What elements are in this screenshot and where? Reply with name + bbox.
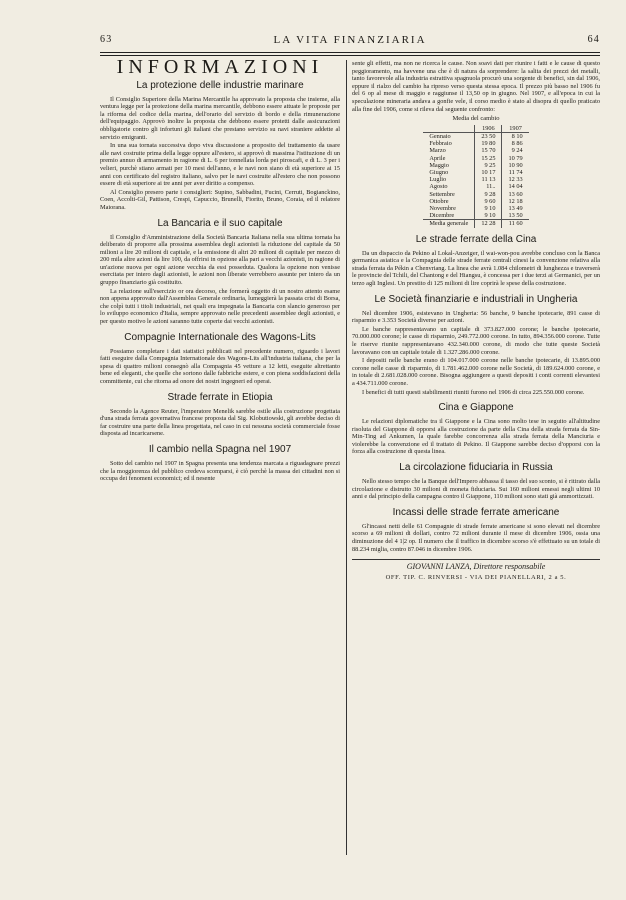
signature: GIOVANNI LANZA, Direttore responsabile	[352, 559, 600, 571]
value-1907-cell: 10 90	[502, 162, 529, 169]
table-row	[423, 176, 528, 183]
value-1906-cell: 10 17	[475, 169, 502, 176]
value-1906-cell: 15 25	[475, 155, 502, 162]
article-paragraph: In una sua tornata successiva dopo viva discussione a proposito del trattamento da usare alle navi costruite prima della legge oppure all'estero, si approvò di massima l'istituzione di un premio annuo di armamento in ragione di L. 6 per tonnellata lorda pei piroscafi, e di L. 3 per i velieri, purchè stiano armati per 10 mesi dell'anno, e le navi non siano di età superiore ai 15 anni con certificato del registro italiano, salvo per le navi costruite all'estero che non possono essere di età superiore ai tre anni per aver diritto a compenso.	[100, 142, 340, 188]
value-1906-cell: 19 80	[475, 140, 502, 147]
table-row	[423, 191, 528, 198]
page-number-left: 63	[100, 34, 113, 45]
month-cell: Novembre	[429, 204, 456, 212]
article-paragraph: Da un dispaccio da Pekino al Lokal-Anzeiger, il wai-won-pou avrebbe concluso con la Banca germanica asiatica e la Compagnia delle strade ferrate centrali cinesi la convenzione relativa alla strada ferrata da Pékin a Chenvriang. La linea che avrà 1.084 chilometri di lunghezza e traverserà le provincie del Tchili, del Chantong e del Hiangsu, è concessa per i due terzi ai Germanici, per un terzo agli Inglesi. Un prestito di 125 milioni di lire coprirà le spese della costruzione.	[352, 249, 600, 287]
table-row	[423, 132, 528, 140]
month-cell: Maggio	[429, 161, 449, 169]
value-1907-cell: 12 18	[502, 198, 529, 205]
article-title: La protezione delle industrie marinare	[136, 79, 304, 91]
page-header	[100, 34, 600, 46]
page-number-right: 64	[587, 34, 600, 45]
table-total-row	[423, 220, 528, 228]
article-title: La Bancaria e il suo capitale	[157, 217, 283, 229]
month-cell: Dicembre	[429, 212, 455, 220]
value-1906-cell: 9 60	[475, 198, 502, 205]
month-cell: Giugno	[429, 168, 449, 176]
total-1906: 12 28	[475, 220, 502, 228]
value-1906-cell: 11..	[475, 183, 502, 190]
article-paragraph: Nello stesso tempo che la Banque dell'Impero abbassa il tasso del suo sconto, si è ritirato dalla circolazione e distrutto 30 milioni di moneta fiduciaria. Sui 160 milioni emessi negli ultimi 10 anni e dal principio della campagna contro il Giappone, 110 milioni sono stati già ammortizzati.	[352, 478, 600, 501]
printer-line: OFF. TIP. C. RINVERSI - VIA DEI PIANELLARI, 2 a 5.	[385, 573, 567, 581]
left-column	[100, 60, 340, 484]
article-title: Strade ferrate in Etiopia	[167, 391, 273, 403]
value-1907-cell: 8 10	[502, 132, 529, 140]
table-row	[423, 147, 528, 154]
exchange-table	[423, 125, 528, 228]
article-title: Le Società finanziarie e industriali in Ungheria	[374, 293, 578, 305]
right-column	[352, 60, 600, 581]
value-1907-cell: 8 86	[502, 140, 529, 147]
value-1907-cell: 14 04	[502, 183, 529, 190]
article-title: La circolazione fiduciaria in Russia	[399, 462, 553, 474]
article-paragraph: I depositi nelle banche erano di 104.017.000 corone nelle banche ipotecarie, di 13.895.000 corone nelle casse di risparmio, di 1.781.462.000 corone nelle Società, di 189.624.000 corone, e in totale di 2.681.028.000 corone. Bisogna aggiungere a questi depositi i conti correnti elevantesi a 434.711.000 corone.	[352, 357, 600, 387]
header-rule	[100, 52, 600, 53]
table-caption: Media del cambio	[452, 115, 500, 123]
value-1907-cell: 12 33	[502, 176, 529, 183]
value-1906-cell: 11 13	[475, 176, 502, 183]
article-paragraph: Possiamo completare i dati statistici pubblicati nel precedente numero, riguardo i lavori fatti eseguire dalla Compagnia Internationale des Wagons-Lits all'industria italiana, che per la spesa di quattro milioni consegnò alla Compagnia 45 vetture a 12 letti, eseguite altrettanto bene ed eleganti, che quelle che sortono dalle fabbriche estere, e con piena soddisfazioni della committente, cui che ritorna ad onore dei nostri ingegneri ed operai.	[100, 347, 340, 385]
month-cell: Gennaio	[429, 132, 451, 140]
value-1907-cell: 13 49	[502, 205, 529, 212]
month-cell: Febbraio	[429, 140, 452, 148]
article-paragraph: La relazione sull'esercizio or ora decorso, che formerà oggetto di un nostro attento esame non appena approvato dall'Assemblea Generale ordinaria, lumeggierà la passata crisi di Borsa, che colpì tutti i titoli industriali, nei quali era impegnata la Bancaria con slancio generoso per lo sviluppo economico d'Italia, sempre approvato nelle precedenti assemblee degli azionisti, e per questo motivo le azioni saranno tutte coperte dai vecchi azionisti.	[100, 287, 340, 326]
table-row	[423, 183, 528, 190]
table-row	[423, 140, 528, 147]
article-title: Le strade ferrate della Cina	[415, 233, 537, 245]
table-header-row	[423, 125, 528, 133]
article-paragraph: Sotto del cambio nel 1907 in Spagna presenta una tendenza marcata a riguadagnare prezzi che la moggiorenza del pubblico credeva scomparsi, è ciò perchè la massa dei cittadini non si occupa dei fenomeni economici; ed il nesente	[100, 459, 340, 483]
month-cell: Luglio	[429, 176, 447, 184]
value-1907-cell: 13 50	[502, 212, 529, 220]
column-divider	[346, 60, 347, 855]
article-paragraph: Il Consiglio d'Amministrazione della Società Bancaria Italiana nella sua ultima tornata ha deliberato di proporre alla prossima assemblea degli azionisti la riduzione del capitale da 50 milioni a lire 20 milioni di capitale, e la emissione di altri 20 milioni di capitale per mezzo di 200 mila altre azioni da lire 100, da offrirsi in opzione alla pari a vecchi azionisti, in ragione di un'azione nuova per ogni azione vecchia da essi posseduta. Qualora la opzione non venisse esercitata per intero dagli azionisti, le azioni non liberate verrebbero assunte per intero da un gruppo finanziario già costituito.	[100, 233, 340, 287]
table-row	[423, 169, 528, 176]
col-header-1906: 1906	[475, 125, 502, 133]
month-cell: Ottobre	[429, 197, 449, 205]
table-body	[423, 132, 528, 219]
article-paragraph: I benefici di tutti questi stabilimenti riuniti furono nel 1906 di circa 225.550.000 corone.	[362, 388, 585, 396]
value-1907-cell: 13 60	[502, 191, 529, 198]
month-cell: Agosto	[429, 183, 448, 191]
table-row	[423, 155, 528, 162]
article-title: Compagnie Internationale des Wagons-Lits	[124, 331, 316, 343]
col-header-1907: 1907	[502, 125, 529, 133]
table-row	[423, 205, 528, 212]
article-paragraph: Nel dicembre 1906, esistevano in Ungheria: 56 banche, 9 banche ipotecarie, 891 casse di risparmio e 3.353 Società diverse per azioni.	[352, 309, 600, 325]
table-row	[423, 212, 528, 220]
value-1906-cell: 9 25	[475, 162, 502, 169]
article-paragraph: Il Consiglio Superiore della Marina Mercantile ha approvato la proposta che insieme, alla ventura legge per la protezione della marina mercantile, debbono essere attuate le proposte per la riforma del codice della marina, dell'orario del servizio di bordo e della rimunerazione dell'equipaggio. Approvò inoltre la proposta che debbono essere protetti dalle assicurazioni obbligatorie contro gli infortuni gli italiani che prestano servizio su navi straniere addette al servizio emigranti.	[100, 95, 340, 141]
value-1907-cell: 9 24	[502, 147, 529, 154]
article-paragraph: Secondo la Agence Reuter, l'imperatore Menelik sarebbe ostile alla costruzione progettata d'una strada ferrata governativa francese proposta dal Sig. Klobutiowski, gli avrebbe deciso di far costruire una parte della linea progettata, nel caso in cui nessuna società commerciale fosse disposta ad incaricarsene.	[100, 407, 340, 438]
table-row	[423, 162, 528, 169]
article-title: Cina e Giappone	[438, 402, 514, 414]
value-1906-cell: 23 50	[475, 132, 502, 140]
total-1907: 11 60	[502, 220, 529, 228]
value-1906-cell: 9 10	[475, 212, 502, 220]
value-1906-cell: 9 10	[475, 205, 502, 212]
month-cell: Marzo	[429, 147, 446, 155]
section-heading: INFORMAZIONI	[116, 60, 324, 78]
value-1907-cell: 10 79	[502, 155, 529, 162]
header-rule-double	[100, 55, 600, 56]
value-1906-cell: 15 70	[475, 147, 502, 154]
article-paragraph: Al Consiglio presero parte i consiglieri: Supino, Sabbadini, Fucini, Cerruti, Bogianckino, Coen, Accolti-Gil, Pattison, Crespi, Capuccio, Brunelli, Fiorito, Bruno, Coraia, ed il relatore Maiorana.	[100, 188, 340, 211]
table-row	[423, 198, 528, 205]
article-paragraph: Gl'incassi netti delle 61 Compagnie di strade ferrate americane si sono elevati nel dicembre scorso a 69 milioni di dollari, contro 72 milioni durante il mese di dicembre 1906, ossia una diminuzione del 4 1|2 op. Il numero che il traffico in dicembre scorso s'è effettuato su un totale di 88.234 miglia, contro 87.046 in dicembre 1906.	[352, 522, 600, 553]
journal-title: LA VITA FINANZIARIA	[273, 34, 427, 46]
total-label: Media generale	[423, 220, 474, 228]
value-1907-cell: 11 74	[502, 169, 529, 176]
article-title: Il cambio nella Spagna nel 1907	[148, 443, 292, 455]
article-paragraph: Le relazioni diplomatiche tra il Giappone e la Cina sono molto tese in seguito all'altitudine risoluta del Giappone di opporsi alla costruzione da parte della Cina della strada ferrata da Sin-Min-Ting ad Ankumen, la quale farebbe concorrenza alla strada ferrata della Manciuria e violerebbe la convenzione ed il trattato di Pekino. Il Giappone sarebbe deciso d'opporsi con la forza alla costruzione di questa linea.	[352, 418, 600, 456]
month-cell: Aprile	[429, 154, 446, 162]
month-cell: Settembre	[429, 190, 455, 198]
article-paragraph: Le banche rappresentavano un capitale di 373.827.000 corone; le banche ipotecarie, 70.000.000 corone; le casse di risparmio, 249.772.000 corone. In tutto, 894.356.000 corone. Tutte le riserve riunite rappresentavano 432.340.000 corone, di modo che tutte queste Società lavoravano con un capitale totale di 1.327.286.000 corone.	[352, 325, 600, 356]
article-title: Incassi delle strade ferrate americane	[392, 506, 560, 518]
article-paragraph: sente gli effetti, ma non ne ricerca le cause. Non soavi dati per riunire i fatti e le cause di questo peggioramento, ma havvene una che è di natura da sorprendere: la salita dei prezzi dei metalli, tanto favorevole alla industria estrattiva spagnuola procurò una sorgente di benefici, sin dal 1906, eppure il rialzo del cambio ha ripreso verso questa stessa epoca. Il prezzo più basso nel 1906 fu del 6 op al mese di maggio e raggiunse il 13,50 op in giugno. Nel 1907, e all'epoca in cui la speculazione mineraria andava a gonfie vele, il corso medio è stato al disopra di quello praticato alla fine del 1906, come si rileva dal seguente confronto:	[352, 60, 600, 113]
value-1906-cell: 9 28	[475, 191, 502, 198]
